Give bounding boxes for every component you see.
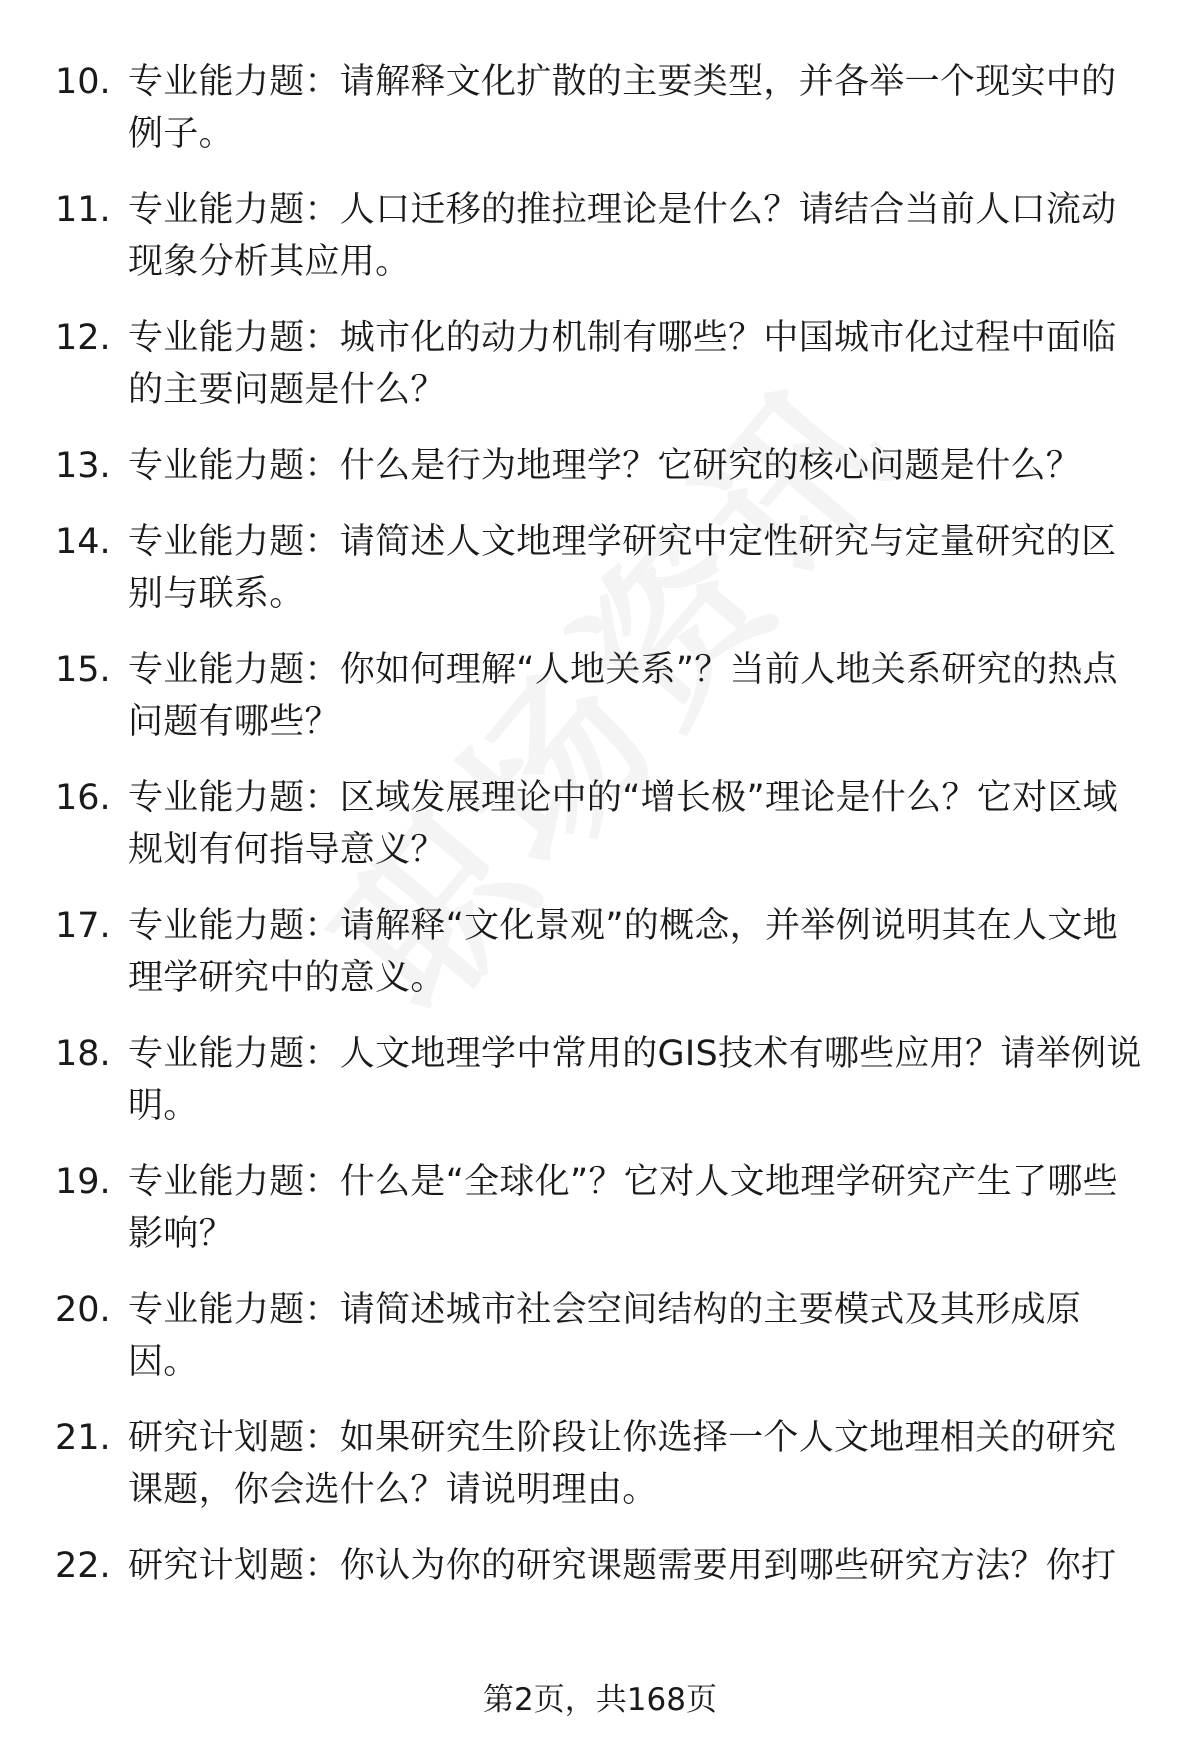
question-item (55, 312, 1145, 416)
page-number-footer: 第2页，共168页 (483, 1682, 717, 1718)
question-text: 专业能力题：请简述人文地理学研究中定性研究与定量研究的区别与联系。 (128, 522, 1117, 614)
question-number: 11. (55, 190, 111, 230)
question-item (55, 516, 1145, 620)
question-item (55, 644, 1145, 748)
question-text: 专业能力题：人文地理学中常用的GIS技术有哪些应用？请举例说明。 (128, 1034, 1142, 1126)
question-item (55, 440, 1145, 492)
question-item (55, 1028, 1145, 1132)
question-text: 专业能力题：请解释“文化景观”的概念，并举例说明其在人文地理学研究中的意义。 (128, 906, 1118, 998)
question-number: 13. (55, 446, 111, 486)
question-item (55, 900, 1145, 1004)
question-number: 19. (55, 1162, 111, 1202)
question-item (55, 1412, 1145, 1516)
question-number: 14. (55, 522, 111, 562)
question-item (55, 1540, 1145, 1592)
question-text: 研究计划题：如果研究生阶段让你选择一个人文地理相关的研究课题，你会选什么？请说明理由。 (128, 1418, 1117, 1510)
question-item (55, 772, 1145, 876)
question-number: 21. (55, 1418, 111, 1458)
question-number: 20. (55, 1290, 111, 1330)
question-text: 专业能力题：请解释文化扩散的主要类型，并各举一个现实中的例子。 (128, 62, 1117, 154)
question-item (55, 1156, 1145, 1260)
question-number: 10. (55, 62, 111, 102)
question-text: 专业能力题：区域发展理论中的“增长极”理论是什么？它对区域规划有何指导意义？ (128, 778, 1118, 870)
question-text: 专业能力题：城市化的动力机制有哪些？中国城市化过程中面临的主要问题是什么？ (128, 318, 1117, 410)
question-number: 18. (55, 1034, 111, 1074)
question-item (55, 56, 1145, 160)
question-text: 专业能力题：什么是行为地理学？它研究的核心问题是什么？ (128, 446, 1082, 486)
question-text: 专业能力题：你如何理解“人地关系”？当前人地关系研究的热点问题有哪些？ (128, 650, 1118, 742)
question-item (55, 1284, 1145, 1388)
question-item (55, 184, 1145, 288)
question-text: 专业能力题：请简述城市社会空间结构的主要模式及其形成原因。 (128, 1290, 1082, 1382)
question-number: 16. (55, 778, 111, 818)
question-text: 专业能力题：什么是“全球化”？它对人文地理学研究产生了哪些影响？ (128, 1162, 1118, 1254)
question-number: 17. (55, 906, 111, 946)
question-text: 研究计划题：你认为你的研究课题需要用到哪些研究方法？你打 (128, 1546, 1117, 1586)
question-number: 22. (55, 1546, 111, 1586)
question-number: 15. (55, 650, 111, 690)
question-number: 12. (55, 318, 111, 358)
question-list (55, 56, 1145, 1616)
question-text: 专业能力题：人口迁移的推拉理论是什么？请结合当前人口流动现象分析其应用。 (128, 190, 1117, 282)
